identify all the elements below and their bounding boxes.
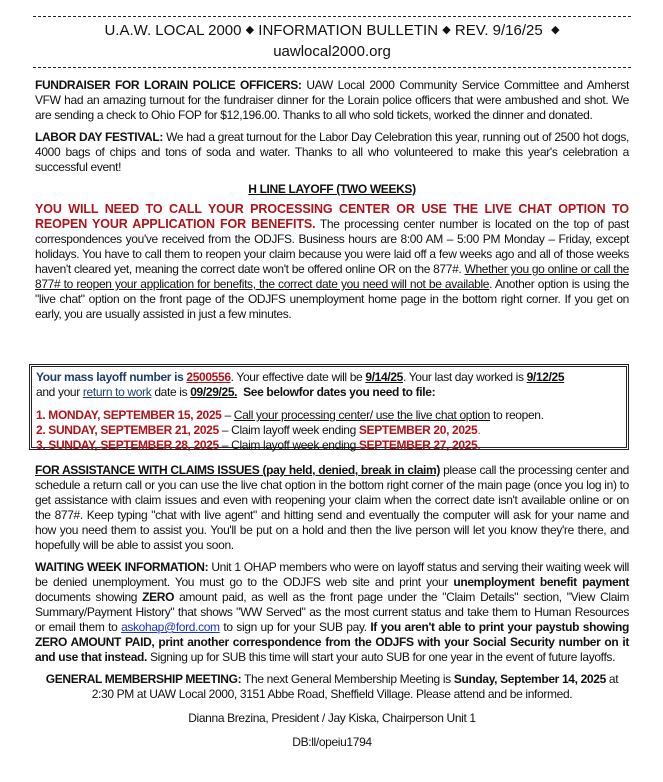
bulletin-header bbox=[33, 20, 631, 62]
h-line-title: H LINE LAYOFF (TWO WEEKS) bbox=[248, 182, 416, 196]
filing-date-item bbox=[36, 408, 622, 423]
waiting-week-bold: unemployment benefit payment bbox=[453, 575, 629, 589]
dash-separator: – bbox=[218, 423, 232, 437]
h-line-section bbox=[35, 202, 629, 322]
claims-assist-body: please call the processing center and schedule a return call or you can use the live chat option in the bottom right corner of the main page (once you log in) to get assistance with claim issues and even with reopening your claim when the correct date isn't available online or on the 877#. Keep typing "chat with live agent" and hitting send and eventually the computer will ask for your name and how you need them to assist you. You'll be put on a hold and then the live person will let you know they're there, and hopefully will be able to assist you soon. bbox=[35, 463, 629, 552]
labor-day-body: We had a great turnout for the Labor Day Celebration this year, running out of 2500 hot dogs, 4000 bags of chips and tons of soda and water. Thanks to all who volunteered to make this year's celebration a successful event! bbox=[35, 130, 630, 174]
h-line-red-heading: YOU WILL NEED TO CALL YOUR PROCESSING CENTER OR USE THE LIVE CHAT OPTION TO REOPEN YOUR APPLICATION FOR BENEFITS. bbox=[35, 202, 629, 231]
filing-date-item bbox=[36, 423, 622, 438]
fundraiser-body: UAW Local 2000 Community Service Committee and Amherst VFW had an amazing turnout for the fundraiser dinner for the Lorain police officers that were ambushed and shot. We are sending a check to Ohio FOP for $12,196.00. Thanks to all who sold tickets, worked the dinner and donated. bbox=[35, 78, 629, 122]
h-line-body-1: The processing center number is located on the top of past correspondences you've received from the ODJFS. Business hours are 8:00 AM – 5:00 PM Monday – Friday, except holidays. You have to call them to reopen your claim because you were laid off a few weeks ago and all of those weeks haven't cleared yet, meaning the correct date won't be offered online OR on the 877#. bbox=[35, 217, 629, 276]
filing-date: 3. SUNDAY, SEPTEMBER 28, 2025 bbox=[36, 438, 219, 452]
filing-action: to reopen. bbox=[490, 408, 544, 422]
meeting-body: The next General Membership Meeting is bbox=[241, 672, 454, 686]
header-org: U.A.W. LOCAL 2000 bbox=[104, 22, 242, 39]
claims-assist-section bbox=[35, 463, 629, 553]
return-to-work-link[interactable]: return to work bbox=[82, 385, 152, 399]
waiting-week-body: amount paid, as well as the front page under the "Claim Details" section, "View Claim Summary/Payment History" that shows "WW Served" as the most current status and take them to Human Resources or email them to bbox=[35, 590, 629, 634]
header-website: uawlocal2000.org bbox=[273, 43, 391, 60]
layoff-info-box bbox=[29, 364, 629, 450]
filing-action: Claim layoff week ending bbox=[231, 438, 359, 452]
date-is-text: date is bbox=[151, 385, 191, 399]
waiting-week-bold: ZERO bbox=[142, 590, 175, 604]
filing-action-underlined: Call your processing center/ use the live chat option bbox=[233, 408, 491, 422]
waiting-week-bold: If you aren't able to print your paystub showing ZERO AMOUNT PAID, print another correspondence from the ODJFS with your Social Security number on it and use that instead. bbox=[35, 620, 630, 664]
header-title bbox=[33, 20, 631, 41]
week-ending-date: SEPTEMBER 27, 2025 bbox=[358, 438, 478, 452]
last-day-date: 9/12/25 bbox=[526, 370, 565, 384]
return-line bbox=[36, 385, 622, 400]
mass-layoff-label: Your mass layoff number is bbox=[36, 370, 187, 384]
fundraiser-section bbox=[35, 78, 629, 123]
header-bottom-rule bbox=[33, 67, 631, 68]
filing-date-item bbox=[36, 438, 622, 453]
meeting-body: at 2:30 PM at UAW Local 2000, 3151 Abbe Road, Sheffield Village. Please attend and be informed. bbox=[91, 672, 619, 701]
email-link[interactable]: askohap@ford.com bbox=[121, 620, 220, 634]
end-punct: . bbox=[477, 423, 481, 437]
header-top-rule bbox=[33, 16, 631, 17]
waiting-week-body: Unit 1 OHAP members who were on layoff status and serving their waiting week will be denied unemployment. You must go to the ODJFS web site and print your bbox=[35, 560, 629, 589]
h-line-underlined: Whether you go online or call the 877# to reopen your application for benefits, the correct date you need will not be available bbox=[35, 262, 630, 291]
week-ending-date: SEPTEMBER 20, 2025 bbox=[358, 423, 478, 437]
signature: Dianna Brezina, President / Jay Kiska, Chairperson Unit 1 bbox=[188, 711, 476, 725]
waiting-week-body: documents showing bbox=[35, 590, 143, 604]
waiting-week-heading: WAITING WEEK INFORMATION: bbox=[35, 560, 209, 574]
labor-day-section bbox=[35, 130, 629, 175]
meeting-date: Sunday, September 14, 2025 bbox=[453, 672, 606, 686]
dash-separator: – bbox=[221, 408, 234, 422]
waiting-week-body: Signing up for SUB this time will start your auto SUB for one year in the event of future layoffs. bbox=[147, 650, 616, 664]
filing-date: 1. MONDAY, SEPTEMBER 15, 2025 bbox=[36, 408, 222, 422]
mass-layoff-number: 2500556 bbox=[186, 370, 231, 384]
diamond-icon: ◆ bbox=[442, 24, 451, 36]
waiting-week-section bbox=[35, 560, 629, 665]
h-line-body-2: . Another option is using the "live chat" option on the front page of the ODJFS unemployment home page in the bottom right corner. If you get on early, you are usually assisted in just a few minutes. bbox=[35, 277, 629, 321]
meeting-heading: GENERAL MEMBERSHIP MEETING: bbox=[45, 672, 242, 686]
effective-label: . Your effective date will be bbox=[230, 370, 366, 384]
bulletin-content-lower bbox=[35, 463, 629, 750]
filing-action: Claim layoff week ending bbox=[231, 423, 359, 437]
waiting-week-body: to sign up for your SUB pay. bbox=[219, 620, 371, 634]
meeting-section bbox=[35, 672, 629, 702]
labor-day-heading: LABOR DAY FESTIVAL: bbox=[35, 130, 163, 144]
and-your-text: and your bbox=[36, 385, 83, 399]
header-bulletin: INFORMATION BULLETIN bbox=[258, 22, 439, 39]
return-date: 09/29/25. bbox=[190, 385, 238, 399]
header-revision: REV. 9/16/25 bbox=[454, 22, 543, 39]
dash-separator: – bbox=[218, 438, 232, 452]
claims-assist-heading: FOR ASSISTANCE WITH CLAIMS ISSUES (pay held, denied, break in claim) bbox=[35, 463, 440, 477]
end-punct: . bbox=[477, 438, 481, 452]
see-below-text: See belowfor dates you need to file: bbox=[243, 385, 436, 399]
last-day-label: . Your last day worked is bbox=[402, 370, 527, 384]
document-code: DB:ll/opeiu1794 bbox=[292, 735, 372, 749]
fundraiser-heading: FUNDRAISER FOR LORAIN POLICE OFFICERS: bbox=[35, 78, 302, 92]
diamond-icon: ◆ bbox=[245, 24, 255, 36]
bulletin-content bbox=[35, 78, 629, 329]
filing-date: 2. SUNDAY, SEPTEMBER 21, 2025 bbox=[36, 423, 219, 437]
mass-layoff-line bbox=[36, 370, 622, 385]
diamond-icon: ◆ bbox=[551, 24, 560, 36]
effective-date: 9/14/25 bbox=[365, 370, 403, 384]
